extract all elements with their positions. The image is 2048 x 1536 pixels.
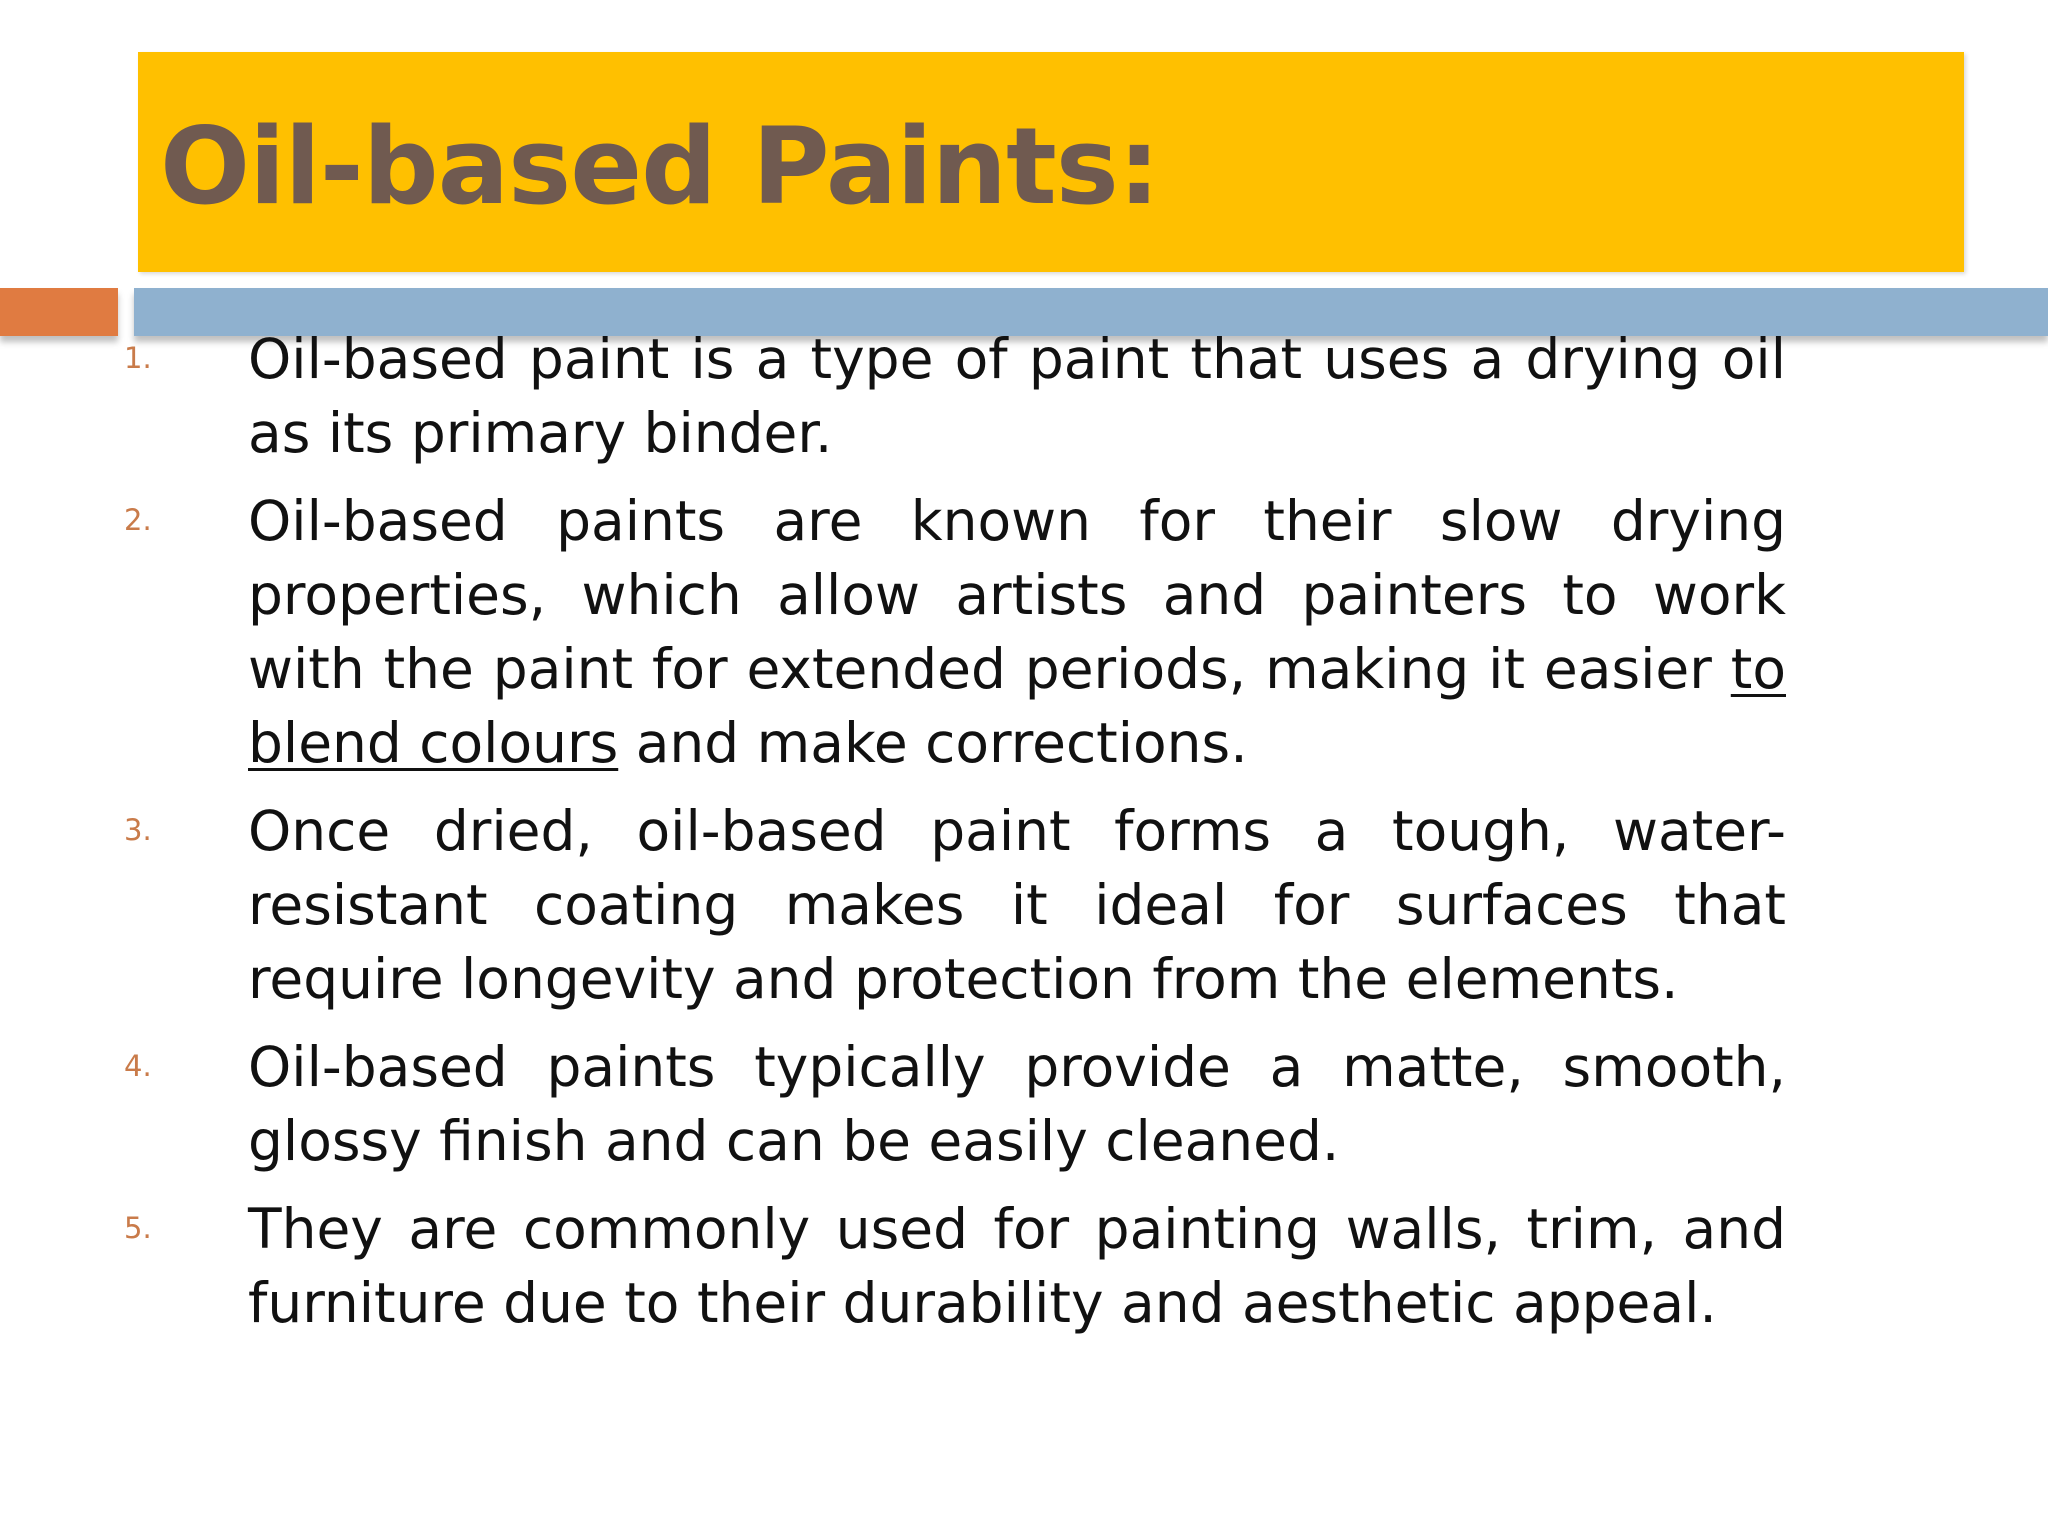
list-item-text: Oil-based paints typically provide a matte, smooth, glossy finish and can be easily cleaned. (248, 1035, 1786, 1173)
list-number: 4. (124, 1049, 152, 1083)
numbered-list (0, 322, 2048, 1354)
list-item (0, 1192, 2048, 1340)
list-item-text: They are commonly used for painting walls, trim, and furniture due to their durability and aesthetic appeal. (248, 1197, 1786, 1335)
list-number: 1. (124, 341, 152, 375)
list-item-text-part: Oil-based paints are known for their slow drying properties, which allow artists and painters to work with the paint for extended periods, making it easier (248, 489, 1786, 701)
list-item (0, 322, 2048, 470)
list-item (0, 484, 2048, 780)
list-item-text: Oil-based paint is a type of paint that uses a drying oil as its primary binder. (248, 327, 1786, 465)
list-item (0, 1030, 2048, 1178)
title-banner (138, 52, 1964, 272)
list-number: 3. (124, 813, 152, 847)
list-item-text (248, 484, 1786, 780)
list-number: 2. (124, 503, 152, 537)
list-item-text: Once dried, oil-based paint forms a tough, water-resistant coating makes it ideal for surfaces that require longevity and protection from the elements. (248, 799, 1786, 1011)
list-item-text-part: and make corrections. (618, 711, 1248, 775)
list-number: 5. (124, 1211, 152, 1245)
list-item (0, 794, 2048, 1016)
slide-title: Oil-based Paints: (160, 105, 1160, 228)
underlined-phrase: to blend colours (248, 637, 1786, 775)
